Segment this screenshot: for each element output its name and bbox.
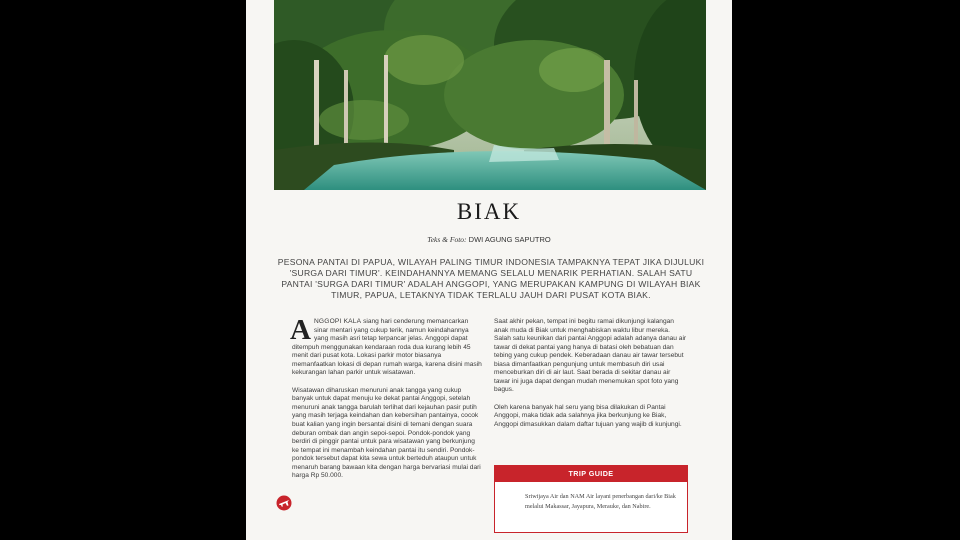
- byline-prefix: Teks & Foto:: [427, 235, 467, 244]
- magazine-page: [246, 0, 732, 540]
- trip-guide-heading: TRIP GUIDE: [495, 466, 687, 482]
- byline: [246, 235, 732, 244]
- paragraph-3: Saat akhir pekan, tempat ini begitu ramai dikunjungi kalangan anak muda di Biak untuk menghabiskan waktu libur mereka. Salah satu keunikan dari pantai Anggopi adalah adanya danau air tawar di dekat pantai yang hanya di batasi oleh bebatuan dan tebing yang cukup pendek. Keberadaan danau air tawar tersebut biasa dimanfaatkan pengunjung untuk membasuh diri usai menceburkan diri di air laut. Saat berada di sekitar danau air tawar ini juga dapat dengan mudah menemukan spot foto yang bagus.: [494, 318, 687, 394]
- article-title: BIAK: [456, 199, 522, 224]
- paragraph-4: Oleh karena banyak hal seru yang bisa dilakukan di Pantai Anggopi, maka tidak ada salahnya jika berkunjung ke Biak, Anggopi dimasukkan dalam daftar tujuan yang wajib di kunjungi.: [494, 403, 682, 429]
- dropcap: A: [290, 314, 311, 346]
- paragraph-2: Wisatawan diharuskan menuruni anak tangga yang cukup banyak untuk dapat menuju ke dekat pantai Anggopi, setelah menuruni anak tangga barulah terlihat dari kejauhan pasir putih yang masih terjaga keindahan dan kebersihan pantainya, cocok buat kalian yang ingin bersantai disini di temani dengan suara deburan ombak dan angin sepoi-sepoi. Pondok-pondok yang berdiri di pinggir pantai untuk para wisatawan yang berkunjung ke tempat ini menambah keindahan pantai itu sendiri. Pondok-pondok tersebut dapat kita sewa untuk berteduh ataupun untuk menaruh barang bawaan kita dengan harga bervariasi mulai dari harga Rp 50.000.: [292, 386, 481, 480]
- article-lead: PESONA PANTAI DI PAPUA, WILAYAH PALING TIMUR INDONESIA TAMPAKNYA TEPAT JIKA DIJULUKI 'SURGA DARI TIMUR'. KEINDAHANNYA MEMANG SELALU MENARIK PERHATIAN. SALAH SATU PANTAI 'SURGA DARI TIMUR' ADALAH ANGGOPI, YANG MERUPAKAN KAMPUNG DI WILAYAH BIAK TIMUR, PAPUA, LETAKNYA TIDAK TERLALU JAUH DARI PUSAT KOTA BIAK.: [277, 257, 705, 301]
- lagoon-photo: [274, 0, 706, 190]
- column-right: [494, 318, 688, 439]
- trip-guide-text: Sriwijaya Air dan NAM Air layani penerbangan dari/ke Biak melalui Makassar, Jayapura, Merauke, dan Nabire.: [525, 493, 676, 510]
- paragraph-1-caps: NGGOPI KALA: [313, 318, 362, 325]
- paragraph-1-text: siang hari cenderung memancarkan sinar mentari yang cukup terik, namun keindahannya yang masih asri tetap terpancar jelas. Anggopi dapat ditempuh menggunakan kendaraan roda dua kurang lebih 45 menit dari pusat kota. Lokasi parkir motor biasanya memanfaatkan lokasi di depan rumah warga, karena disini masih kekurangan lahan parkir untuk wisatawan.: [292, 318, 482, 377]
- paragraph-1: [290, 314, 482, 378]
- byline-author: DWI AGUNG SAPUTRO: [468, 235, 551, 244]
- forest-lagoon-illustration: [274, 0, 706, 190]
- airplane-icon: [276, 495, 292, 511]
- column-left: [290, 314, 482, 490]
